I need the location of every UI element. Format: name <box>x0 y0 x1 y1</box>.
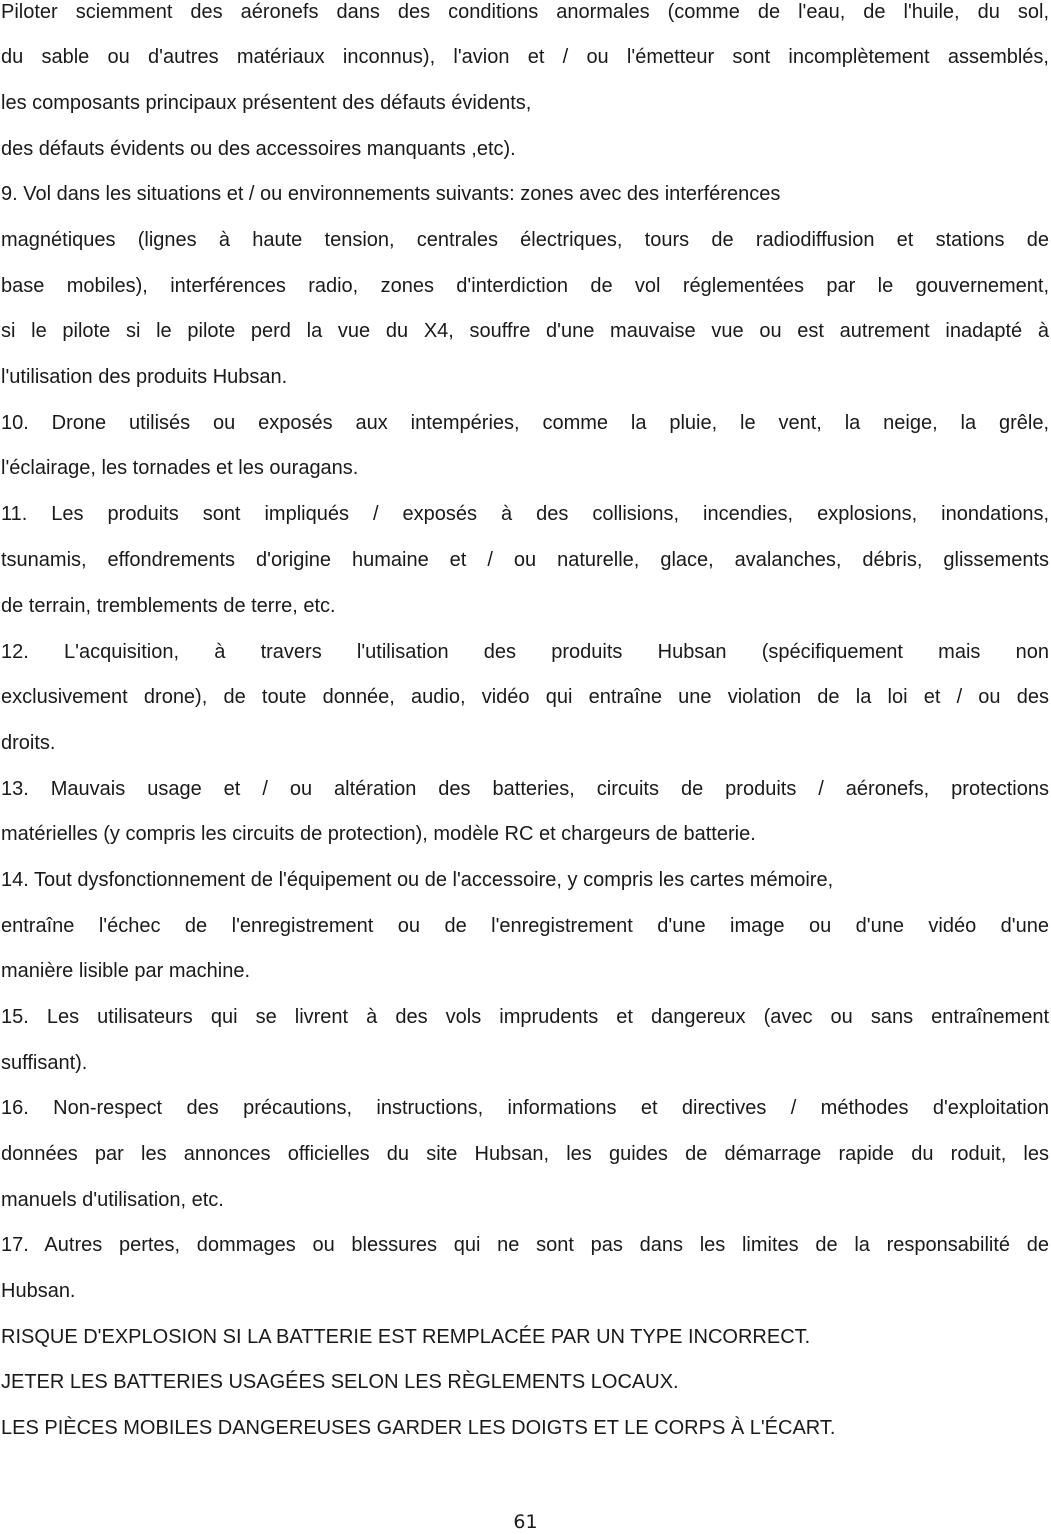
text-line: manière lisible par machine. <box>1 960 251 982</box>
text-line: tsunamis, effondrements d'origine humaine et / ou naturelle, glace, avalanches, débris, glissements <box>1 549 1049 571</box>
page-number: 61 <box>513 1511 538 1533</box>
text-line: 17. Autres pertes, dommages ou blessures qui ne sont pas dans les limites de la responsabilité de <box>1 1234 1049 1256</box>
text-line: Hubsan. <box>1 1280 76 1302</box>
text-line: des défauts évidents ou des accessoires manquants ,etc). <box>1 138 516 160</box>
text-line: Piloter sciemment des aéronefs dans des conditions anormales (comme de l'eau, de l'huile, du sol, <box>1 1 1049 23</box>
text-line: magnétiques (lignes à haute tension, centrales électriques, tours de radiodiffusion et stations de <box>1 229 1049 251</box>
text-line: 16. Non-respect des précautions, instructions, informations et directives / méthodes d'exploitation <box>1 1097 1049 1119</box>
warning-line: JETER LES BATTERIES USAGÉES SELON LES RÈGLEMENTS LOCAUX. <box>1 1371 679 1393</box>
text-line: 11. Les produits sont impliqués / exposés à des collisions, incendies, explosions, inondations, <box>1 503 1049 525</box>
warning-line: LES PIÈCES MOBILES DANGEREUSES GARDER LES DOIGTS ET LE CORPS À L'ÉCART. <box>1 1417 836 1439</box>
text-line: données par les annonces officielles du site Hubsan, les guides de démarrage rapide du roduit, les <box>1 1143 1049 1165</box>
text-line: 14. Tout dysfonctionnement de l'équipement ou de l'accessoire, y compris les cartes mémoire, <box>1 869 834 891</box>
text-line: exclusivement drone), de toute donnée, audio, vidéo qui entraîne une violation de la loi et / ou des <box>1 686 1049 708</box>
text-line: si le pilote si le pilote perd la vue du X4, souffre d'une mauvaise vue ou est autrement inadapté à <box>1 320 1049 342</box>
text-line: 12. L'acquisition, à travers l'utilisation des produits Hubsan (spécifiquement mais non <box>1 641 1049 663</box>
text-line: de terrain, tremblements de terre, etc. <box>1 595 336 617</box>
text-line: entraîne l'échec de l'enregistrement ou de l'enregistrement d'une image ou d'une vidéo d'une <box>1 915 1049 937</box>
text-line: 15. Les utilisateurs qui se livrent à des vols imprudents et dangereux (avec ou sans entraînement <box>1 1006 1049 1028</box>
text-line: l'utilisation des produits Hubsan. <box>1 366 288 388</box>
text-line: 13. Mauvais usage et / ou altération des batteries, circuits de produits / aéronefs, protections <box>1 778 1049 800</box>
text-line: 10. Drone utilisés ou exposés aux intempéries, comme la pluie, le vent, la neige, la grêle, <box>1 412 1049 434</box>
warning-line: RISQUE D'EXPLOSION SI LA BATTERIE EST REMPLACÉE PAR UN TYPE INCORRECT. <box>1 1326 811 1348</box>
text-line: base mobiles), interférences radio, zones d'interdiction de vol réglementées par le gouvernement, <box>1 275 1049 297</box>
text-line: l'éclairage, les tornades et les ouragans. <box>1 457 359 479</box>
text-line: suffisant). <box>1 1052 88 1074</box>
text-line: les composants principaux présentent des défauts évidents, <box>1 92 532 114</box>
text-line: 9. Vol dans les situations et / ou environnements suivants: zones avec des interférences <box>1 183 781 205</box>
text-line: du sable ou d'autres matériaux inconnus), l'avion et / ou l'émetteur sont incomplètement assemblés, <box>1 46 1049 68</box>
text-line: matérielles (y compris les circuits de protection), modèle RC et chargeurs de batterie. <box>1 823 756 845</box>
text-line: droits. <box>1 732 56 754</box>
text-line: manuels d'utilisation, etc. <box>1 1189 224 1211</box>
